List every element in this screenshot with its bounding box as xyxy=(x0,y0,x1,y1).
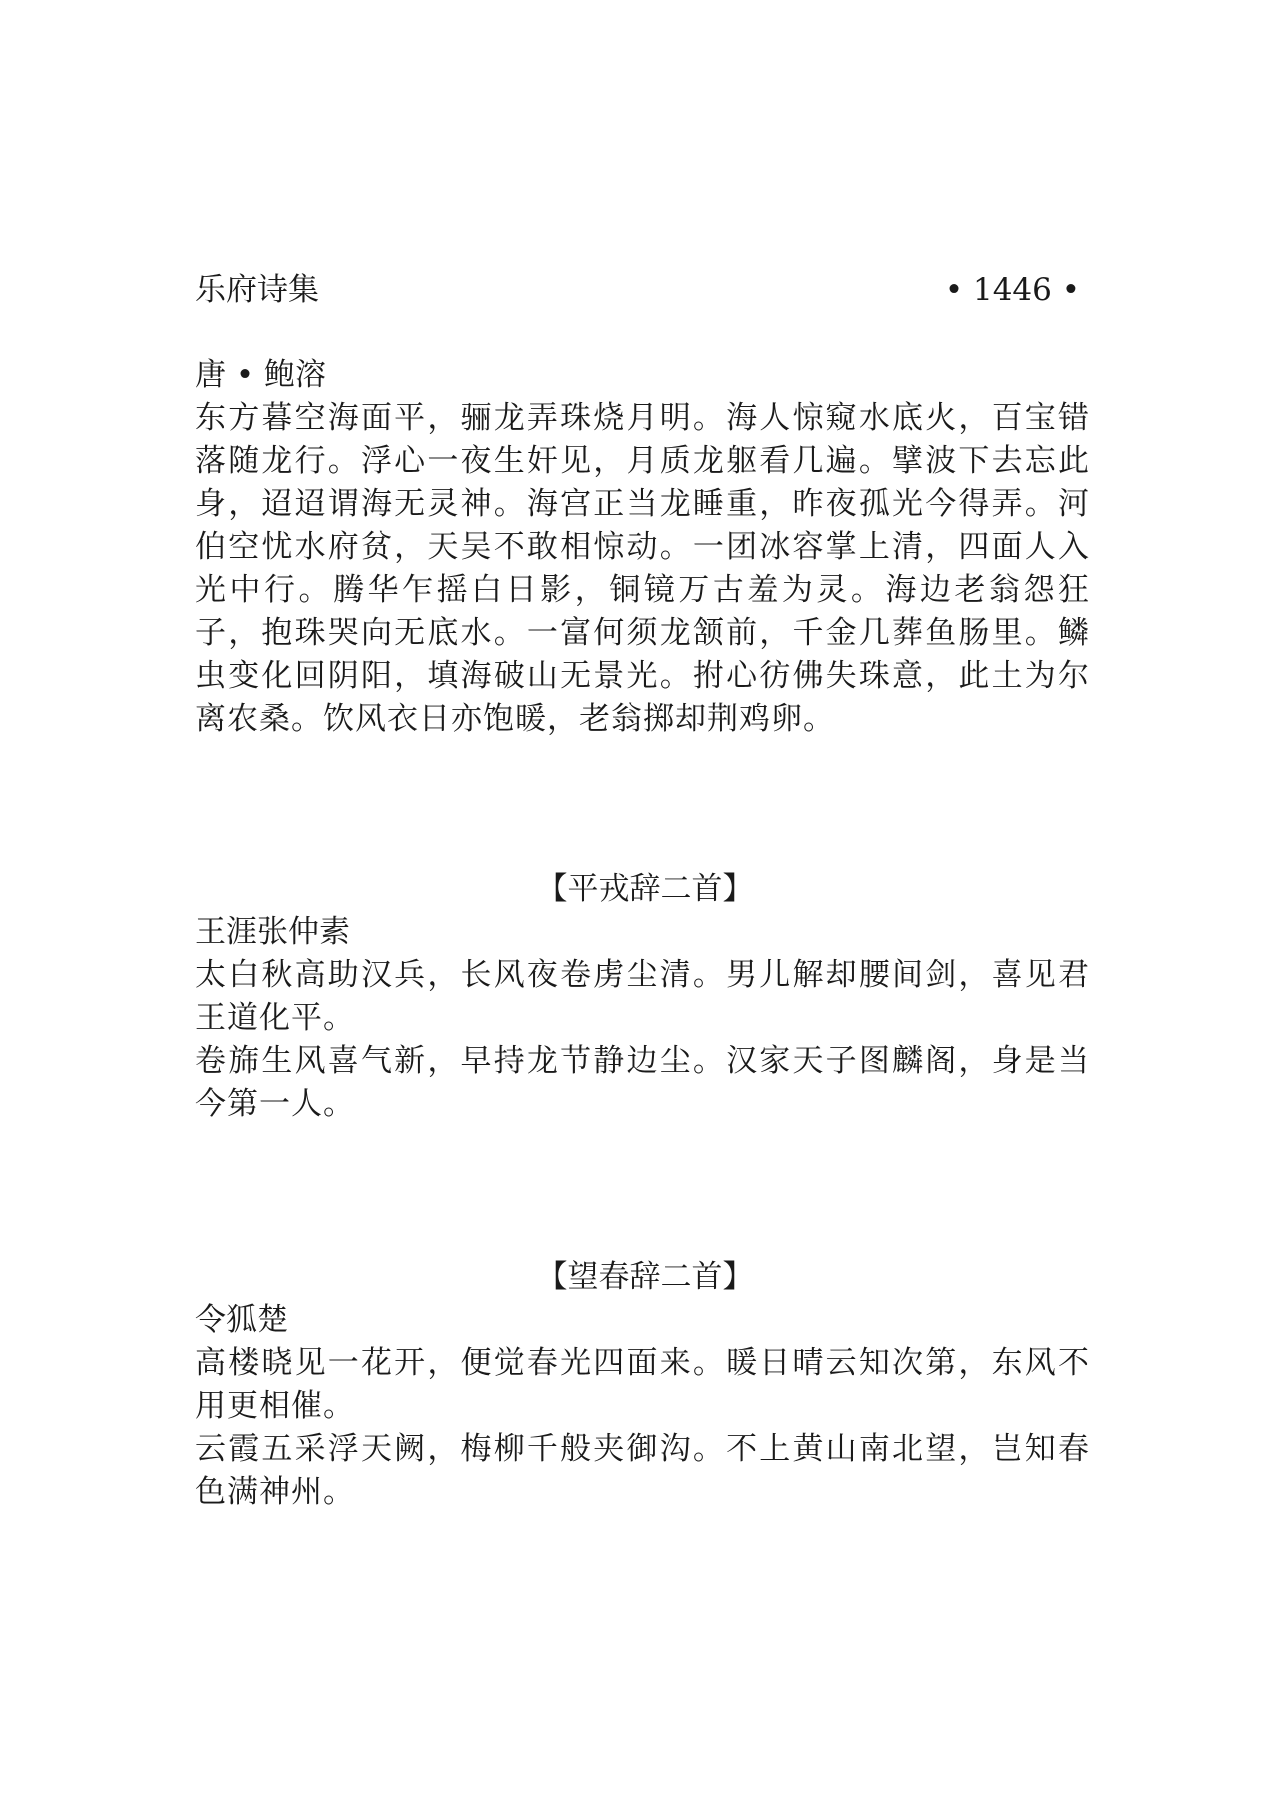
poem-author: 唐 • 鲍溶 xyxy=(195,357,326,393)
page-number: • 1446 • xyxy=(944,272,1080,308)
poem-section-1 xyxy=(195,354,1095,741)
poem-section-2 xyxy=(195,868,1095,1126)
poem-text: 东方暮空海面平，骊龙弄珠烧月明。海人惊窥水底火，百宝错落随龙行。浮心一夜生奸见，月质龙躯看几遍。擘波下去忘此身，迢迢谓海无灵神。海宫正当龙睡重，昨夜孤光今得弄。河伯空忧水府贫，天吴不敢相惊动。一团冰容掌上清，四面人入光中行。腾华乍摇白日影，铜镜万古羞为灵。海边老翁怨狂子，抱珠哭向无底水。一富何须龙颔前，千金几葬鱼肠里。鳞虫变化回阴阳，填海破山无景光。拊心彷佛失珠意，此土为尔离农桑。饮风衣日亦饱暖，老翁掷却荆鸡卵。 xyxy=(195,400,1090,737)
poem-author: 王涯张仲素 xyxy=(195,914,350,950)
book-title: 乐府诗集 xyxy=(195,272,319,308)
poem-text: 云霞五采浮天阙，梅柳千般夹御沟。不上黄山南北望，岂知春色满神州。 xyxy=(195,1431,1090,1510)
poem-title: 【望春辞二首】 xyxy=(536,1259,754,1295)
poem-text: 卷旆生风喜气新，早持龙节静边尘。汉家天子图麟阁，身是当今第一人。 xyxy=(195,1043,1090,1122)
poem-author: 令狐楚 xyxy=(195,1302,288,1338)
poem-text: 太白秋高助汉兵，长风夜卷虏尘清。男儿解却腰间剑，喜见君王道化平。 xyxy=(195,957,1090,1036)
poem-text: 高楼晓见一花开，便觉春光四面来。暖日晴云知次第，东风不用更相催。 xyxy=(195,1345,1090,1424)
poem-title: 【平戎辞二首】 xyxy=(536,871,754,907)
poem-section-3 xyxy=(195,1256,1095,1514)
page-header xyxy=(195,268,1080,312)
